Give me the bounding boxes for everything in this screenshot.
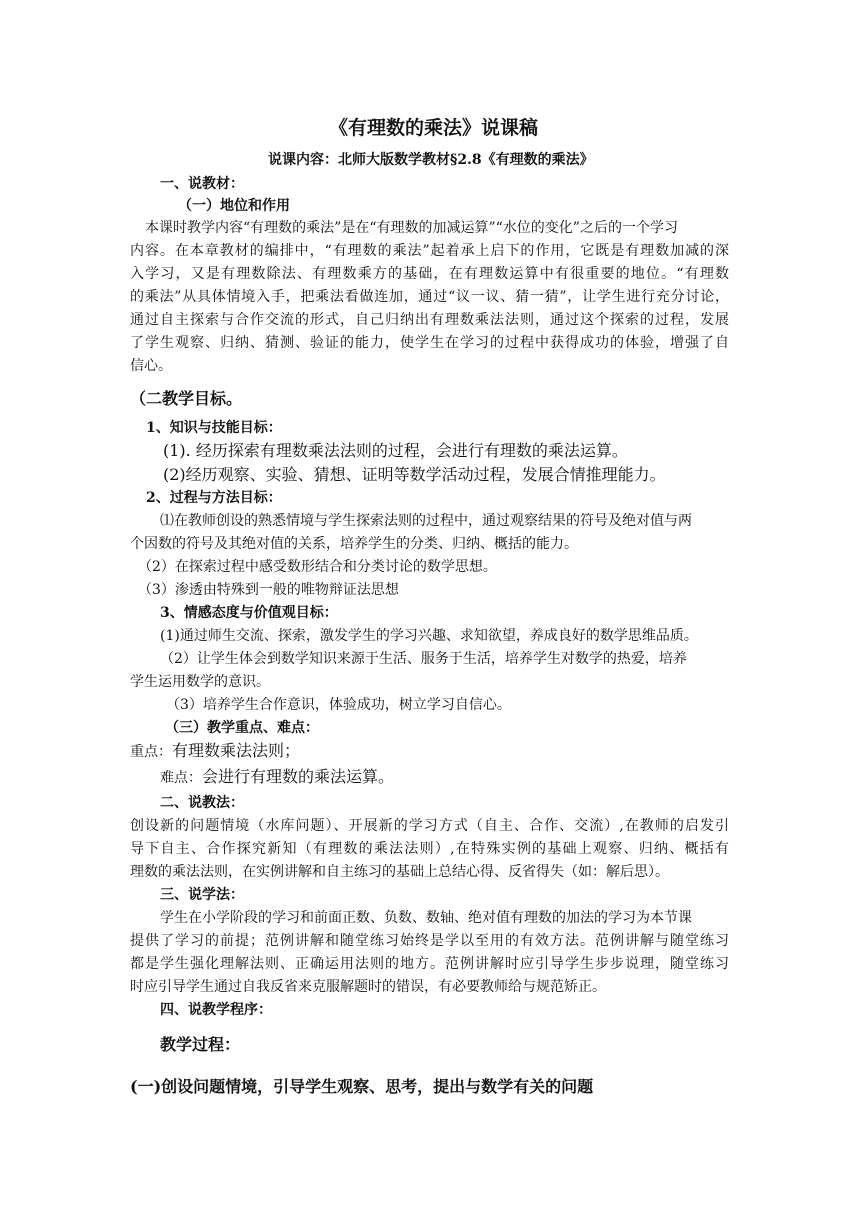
- goal-2-item-1-line-2: 个因数的符号及其绝对值的关系，培养学生的分类、归纳、概括的能力。: [130, 536, 578, 552]
- para-position-line-1: 本课时教学内容“有理数的乘法”是在“有理数的加减运算”“水位的变化”之后的一个学习: [145, 220, 678, 236]
- para-study-line-4: 时应引导学生通过自我反省来克服解题时的错误，有必要教师给与规范矫正。: [130, 979, 606, 995]
- goal-3-item-2-line-1: （2）让学生体会到数学知识来源于生活、服务于生活，培养学生对数学的热爱，培养: [160, 651, 687, 667]
- key-point: [130, 741, 300, 762]
- document-subtitle: 说课内容：北师大版数学教材§2.8《有理数的乘法》: [268, 152, 594, 168]
- para-method-line-1: 创设新的问题情境（水库问题）、开展新的学习方式（自主、合作、交流）,在教师的启发引: [130, 818, 729, 834]
- para-study-line-1: 学生在小学阶段的学习和前面正数、负数、数轴、绝对值有理数的加法的学习为本节课: [160, 910, 692, 926]
- goal-3-item-1: (1)通过师生交流、探索，激发学生的学习兴趣、求知欲望，养成良好的数学思维品质。: [160, 628, 698, 644]
- para-position-line-2: 内容。在本章教材的编排中，“有理数的乘法”起着承上启下的作用，它既是有理数加减的深: [130, 243, 729, 259]
- goal-3-item-2-line-2: 学生运用数学的意识。: [130, 674, 270, 690]
- goal-1-item-2: (2)经历观察、实验、猜想、证明等数学活动过程，发展合情推理能力。: [163, 465, 666, 484]
- process-step-1-heading: (一)创设问题情境，引导学生观察、思考，提出与数学有关的问题: [130, 1077, 594, 1096]
- para-position-line-3: 入学习，又是有理数除法、有理数乘方的基础，在有理数运算中有很重要的地位。“有理数: [130, 266, 729, 282]
- goal-3-item-3: （3）培养学生合作意识，体验成功，树立学习自信心。: [166, 697, 511, 713]
- para-position-line-5: 通过自主探索与合作交流的形式，自己归纳出有理数乘法法则，通过这个探索的过程，发展: [130, 312, 729, 328]
- goal-2-item-3: （3）渗透由特殊到一般的唯物辩证法思想: [138, 582, 399, 598]
- goal-2-item-2: （2）在探索过程中感受数形结合和分类讨论的数学思想。: [138, 559, 497, 575]
- key-point-text: 有理数乘法法则；: [172, 741, 301, 760]
- goal-1-item-1: (1). 经历探索有理数乘法法则的过程，会进行有理数的乘法运算。: [163, 441, 628, 460]
- section-4-heading: 四、说教学程序：: [160, 1002, 272, 1018]
- goal-2-item-1-line-1: ⑴在教师创设的熟悉情境与学生探索法则的过程中，通过观察结果的符号及绝对值与两: [160, 513, 692, 529]
- para-study-line-2: 提供了学习的前提；范例讲解和随堂练习始终是学以至用的有效方法。范例讲解与随堂练习: [130, 933, 729, 949]
- para-position-line-6: 了学生观察、归纳、猜测、验证的能力，使学生在学习的过程中获得成功的体验，增强了自: [130, 335, 729, 351]
- para-study-line-3: 都是学生强化理解法则、正确运用法则的地方。范例讲解时应引导学生步步说理，随堂练习: [130, 956, 729, 972]
- difficult-point-text: 会进行有理数的乘法运算。: [202, 767, 395, 786]
- para-position-line-4: 的乘法”从具体情境入手，把乘法看做连加，通过“议一议、猜一猜”，让学生进行充分讨论，: [130, 289, 729, 305]
- difficult-point-label: 难点：: [160, 770, 202, 786]
- teaching-process-heading: 教学过程：: [160, 1035, 241, 1054]
- section-1-heading: 一、说教材：: [160, 176, 244, 192]
- para-method-line-2: 导下自主、合作探究新知（有理数的乘法法则）,在特殊实例的基础上观察、归纳、概括有: [130, 841, 729, 857]
- section-3-heading: 三、说学法：: [160, 887, 244, 903]
- difficult-point: [160, 767, 394, 788]
- section-1-sub-1-heading: （一）地位和作用: [178, 198, 290, 214]
- goal-1-heading: 1、知识与技能目标：: [146, 420, 282, 436]
- section-1-sub-3-heading: （三）教学重点、难点：: [165, 720, 319, 736]
- goal-2-heading: 2、过程与方法目标：: [146, 490, 282, 506]
- document-title: 《有理数的乘法》说课稿: [329, 117, 539, 139]
- key-point-label: 重点：: [130, 744, 172, 760]
- para-position-line-7: 信心。: [130, 358, 172, 374]
- para-method-line-3: 理数的乘法法则，在实例讲解和自主练习的基础上总结心得、反省得失（如：解后思）。: [130, 864, 669, 880]
- section-2-heading: 二、说教法：: [160, 795, 244, 811]
- section-1-sub-2-heading: （二教学目标。: [130, 389, 243, 408]
- goal-3-heading: 3、情感态度与价值观目标：: [160, 605, 338, 621]
